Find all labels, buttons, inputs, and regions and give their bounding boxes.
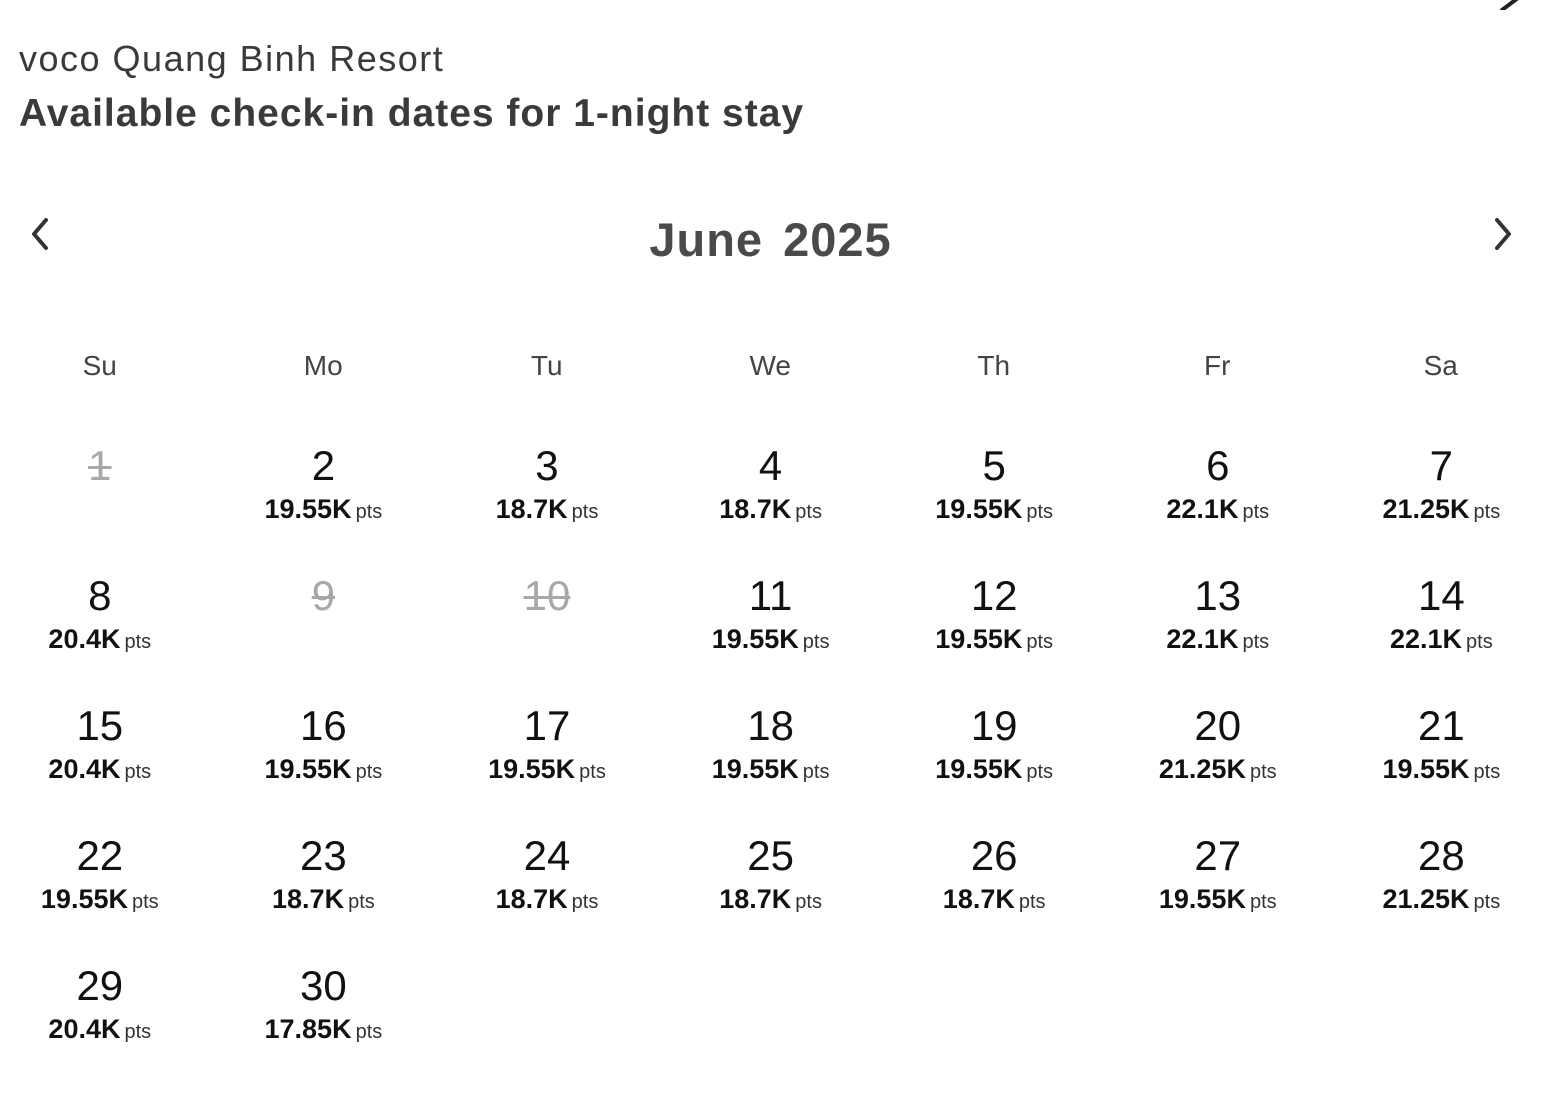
calendar-day-available[interactable] <box>882 440 1106 570</box>
page-title: Available check-in dates for 1-night stay <box>19 92 805 135</box>
points-unit: pts <box>1242 501 1270 523</box>
day-number: 26 <box>970 832 1018 879</box>
calendar-day-available[interactable] <box>212 440 436 570</box>
points-price: 19.55K <box>264 494 352 524</box>
points-unit: pts <box>1466 631 1493 653</box>
points-price: 19.55K <box>1382 754 1470 784</box>
calendar-day-available[interactable] <box>1106 570 1330 700</box>
points-unit: pts <box>355 501 383 523</box>
calendar-day-available[interactable] <box>435 830 659 960</box>
points-price: 18.7K <box>942 884 1015 914</box>
day-number: 30 <box>300 962 347 1009</box>
points-unit: pts <box>348 891 375 913</box>
day-number: 15 <box>76 702 124 749</box>
points-unit: pts <box>124 631 152 653</box>
weekday-label: Fr <box>1204 350 1231 381</box>
points-price: 21.25K <box>1158 754 1246 784</box>
points-price: 19.55K <box>711 624 799 654</box>
points-unit: pts <box>571 501 599 523</box>
day-number: 12 <box>970 572 1018 619</box>
calendar-day-available[interactable] <box>882 700 1106 830</box>
points-unit: pts <box>124 761 152 783</box>
points-unit: pts <box>795 891 822 913</box>
day-number: 16 <box>300 702 347 749</box>
points-price: 19.55K <box>935 494 1023 524</box>
points-price: 22.1K <box>1166 494 1239 524</box>
hotel-name: voco Quang Binh Resort <box>19 38 445 79</box>
day-price <box>882 754 1106 789</box>
close-icon[interactable] <box>1498 0 1538 10</box>
points-price: 20.4K <box>48 754 121 784</box>
points-unit: pts <box>355 761 383 783</box>
points-unit: pts <box>1026 501 1054 523</box>
day-number: 11 <box>748 572 793 619</box>
calendar-day-available[interactable] <box>1106 700 1330 830</box>
points-price: 18.7K <box>495 884 568 914</box>
day-number: 21 <box>1418 702 1465 749</box>
calendar-day-available[interactable] <box>1106 440 1330 570</box>
points-unit: pts <box>1026 631 1054 653</box>
points-price: 22.1K <box>1166 624 1239 654</box>
calendar-day-unavailable <box>212 570 436 700</box>
points-unit: pts <box>795 501 822 523</box>
calendar-day-available[interactable] <box>435 700 659 830</box>
day-price <box>0 754 212 789</box>
day-price <box>212 754 436 789</box>
day-price <box>659 624 883 659</box>
day-price <box>1106 884 1330 919</box>
points-unit: pts <box>1018 891 1046 913</box>
day-number: 4 <box>758 442 783 489</box>
day-number: 29 <box>76 962 124 1009</box>
calendar-day-available[interactable] <box>435 440 659 570</box>
points-unit: pts <box>1473 891 1501 913</box>
points-price: 19.55K <box>40 884 128 914</box>
calendar-day-available[interactable] <box>659 700 883 830</box>
points-price: 20.4K <box>48 624 121 654</box>
points-price: 21.25K <box>1382 884 1470 914</box>
points-price: 19.55K <box>935 754 1023 784</box>
calendar-day-available[interactable] <box>1330 830 1554 960</box>
weekday-header-row <box>0 350 1542 382</box>
calendar-day-available[interactable] <box>1106 830 1330 960</box>
month-year: 2025 <box>783 213 892 266</box>
calendar-day-available[interactable] <box>659 830 883 960</box>
day-price <box>435 754 659 789</box>
calendar-day-available[interactable] <box>1330 570 1554 700</box>
day-price <box>1106 494 1330 529</box>
calendar-day-available[interactable] <box>212 960 436 1090</box>
month-header <box>0 212 1541 267</box>
day-price <box>659 494 883 529</box>
calendar-day-available[interactable] <box>1330 440 1554 570</box>
day-price <box>0 884 212 919</box>
weekday-label: Tu <box>530 350 563 381</box>
day-number: 18 <box>747 702 794 749</box>
day-price <box>1330 494 1554 529</box>
day-price <box>882 494 1106 529</box>
day-number: 20 <box>1194 702 1242 749</box>
calendar-day-available[interactable] <box>1330 700 1554 830</box>
day-number: 24 <box>523 832 571 879</box>
points-price: 19.55K <box>264 754 352 784</box>
points-unit: pts <box>579 761 606 783</box>
points-price: 17.85K <box>264 1014 352 1044</box>
calendar-day-available[interactable] <box>212 830 436 960</box>
day-price <box>1106 754 1330 789</box>
day-price <box>882 884 1106 919</box>
day-number: 10 <box>523 572 571 619</box>
day-price <box>1106 624 1330 659</box>
calendar-day-available[interactable] <box>882 570 1106 700</box>
points-unit: pts <box>355 1021 383 1043</box>
day-price <box>659 754 883 789</box>
calendar-day-available[interactable] <box>882 830 1106 960</box>
day-number: 17 <box>523 702 571 749</box>
points-unit: pts <box>1242 631 1270 653</box>
points-unit: pts <box>1473 501 1501 523</box>
day-price <box>435 494 659 529</box>
day-number: 3 <box>535 442 559 489</box>
next-month-button[interactable] <box>1481 212 1525 256</box>
calendar-day-available[interactable] <box>212 700 436 830</box>
day-price <box>0 1014 212 1049</box>
day-number: 28 <box>1418 832 1465 879</box>
points-price: 18.7K <box>272 884 345 914</box>
month-name: June <box>649 213 764 266</box>
points-price: 22.1K <box>1389 624 1463 654</box>
weekday-label: Su <box>82 350 117 381</box>
calendar-day-grid <box>0 440 1553 1090</box>
day-price <box>1330 624 1554 659</box>
day-number: 5 <box>982 442 1006 489</box>
calendar-day-available[interactable] <box>0 570 212 700</box>
points-price: 18.7K <box>719 884 792 914</box>
day-price <box>212 884 436 919</box>
day-number: 23 <box>300 832 347 879</box>
day-number: 2 <box>311 442 336 489</box>
points-unit: pts <box>1249 761 1277 783</box>
points-price: 18.7K <box>495 494 568 524</box>
day-price <box>435 884 659 919</box>
weekday-label: Mo <box>303 350 343 381</box>
day-number: 13 <box>1194 572 1242 619</box>
day-price <box>1330 884 1554 919</box>
points-price: 20.4K <box>48 1014 121 1044</box>
day-price <box>1330 754 1554 789</box>
points-unit: pts <box>124 1021 152 1043</box>
weekday-label: Sa <box>1423 350 1458 381</box>
calendar-day-available[interactable] <box>0 830 212 960</box>
day-price <box>0 624 212 659</box>
weekday-label: Th <box>977 350 1011 381</box>
day-number: 8 <box>88 572 112 619</box>
points-unit: pts <box>1473 761 1501 783</box>
day-number: 9 <box>311 572 336 619</box>
day-number: 1 <box>88 442 112 489</box>
weekday-label: We <box>749 350 791 381</box>
day-number: 14 <box>1418 572 1465 619</box>
points-unit: pts <box>131 891 159 913</box>
calendar-day-available[interactable] <box>0 700 212 830</box>
chevron-right-icon <box>1491 216 1515 252</box>
day-price <box>882 624 1106 659</box>
points-price: 19.55K <box>1158 884 1246 914</box>
points-price: 18.7K <box>719 494 792 524</box>
points-unit: pts <box>1026 761 1054 783</box>
day-number: 6 <box>1206 442 1230 489</box>
day-price <box>212 1014 436 1049</box>
points-unit: pts <box>802 631 830 653</box>
day-price <box>212 494 436 529</box>
calendar-day-available[interactable] <box>659 440 883 570</box>
points-unit: pts <box>802 761 830 783</box>
calendar-day-available[interactable] <box>0 960 212 1090</box>
points-price: 21.25K <box>1382 494 1470 524</box>
day-number: 22 <box>76 832 124 879</box>
calendar-day-unavailable <box>0 440 212 570</box>
points-unit: pts <box>571 891 599 913</box>
points-price: 19.55K <box>488 754 576 784</box>
day-number: 27 <box>1194 832 1242 879</box>
day-price <box>659 884 883 919</box>
calendar-day-available[interactable] <box>659 570 883 700</box>
points-price: 19.55K <box>935 624 1023 654</box>
day-number: 19 <box>970 702 1018 749</box>
points-price: 19.55K <box>711 754 799 784</box>
calendar-day-unavailable <box>435 570 659 700</box>
points-unit: pts <box>1249 891 1277 913</box>
day-number: 25 <box>747 832 794 879</box>
day-number: 7 <box>1429 442 1454 489</box>
